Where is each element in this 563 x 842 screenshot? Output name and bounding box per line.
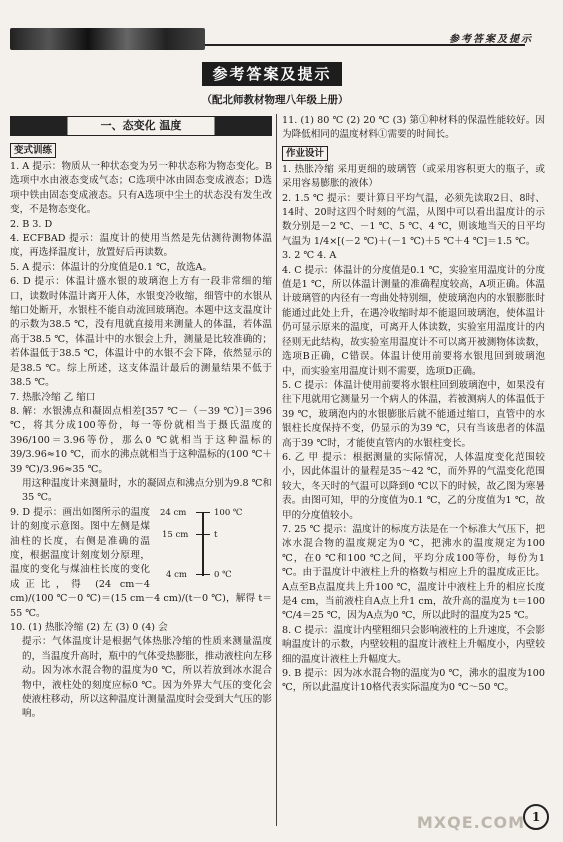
answer-item: 4. C 提示：体温计的分度值是0.1 ℃，实验室用温度计的分度值是1 ℃，所以体温计测量的准确程度较高，A项正确。体温计玻璃管的内径有一弯曲处特别细，使玻璃泡内的水银膨胀时能通过此处上升，在遇冷收缩时却不能退回玻璃泡，使体温计仍可显示原来的温度，可离开人体读数，实验室用温度计的内径则无此结构，故实验室用温度计不可以离开被测物体读数，选项B正确，C错误。体温计使用前要将水银甩回到玻璃泡中，而实验室用温度计则不需要，选项D正确。: [282, 264, 545, 377]
answer-item: 1. 热胀冷缩 采用更细的玻璃管（或采用容积更大的瓶子，或采用容易膨胀的液体）: [282, 163, 545, 190]
header-label: 参考答案及提示: [449, 34, 533, 45]
header-banner-image: [10, 28, 205, 50]
column-divider: [276, 114, 277, 826]
page-subtitle: （配北师教材物理八年级上册）: [201, 94, 349, 106]
page-header: [0, 0, 563, 60]
scale-tick: [196, 534, 210, 535]
page-title: 参考答案及提示: [202, 62, 342, 86]
answer-item: 6. D 提示：体温计盛水银的玻璃泡上方有一段非常细的缩口，读数时体温计离开人体，水银变冷收缩，细管中的水银从缩口处断开，水银柱不能自动流回玻璃泡。本题中这支温度计的示数为38.5 ℃，没有甩就直接用来测量人的体温，若体温高于38.5 ℃，体温计中的水银会上升，测量是比较准确的；若体温低于38.5 ℃，体温计中的水银不会下降，依然显示的是38.5 ℃。综上所述，这支体温计最后的测量结果不低于38.5 ℃。: [10, 276, 272, 389]
section-heading: [10, 116, 272, 136]
answer-item: 7. 热胀冷缩 乙 缩口: [10, 391, 96, 403]
scale-label: 24 cm: [160, 507, 187, 518]
scale-label: 15 cm: [162, 529, 189, 540]
answer-item: 用这种温度计来测量时，水的凝固点和沸点分别为9.8 ℃和35 ℃。: [22, 477, 272, 504]
answer-item: 5. C 提示：体温计使用前要将水银柱回到玻璃泡中，如果没有往下甩就用它测量另一个病人的体温，若被测病人的体温低于39 ℃，玻璃泡内的水银膨胀后就不能通过缩口，直管中的水银柱长度保持不变，仍显示的为39 ℃，只有当该患者的体温高于39 ℃时，才能使直管内的水银柱变长。: [282, 379, 545, 449]
page-number: 1: [523, 804, 549, 830]
answer-item: 5. A 提示：体温计的分度值是0.1 ℃，故选A。: [10, 261, 213, 273]
scale-label: t: [214, 529, 218, 540]
answer-item: 9. D 提示：画出如图所示的温度计的刻度示意图。图中左侧是煤油柱的长度，右侧是准确的温度，根据温度计刻度划分原理，温度的变化与煤油柱长度的变化成正比，得 (24 cm－4 cm)/(100 ℃－0 ℃)＝(15 cm－4 cm)/(t－0 ℃)，解得 t＝55 ℃。: [10, 506, 272, 619]
scale-tick: [196, 574, 210, 575]
left-column: [10, 114, 272, 722]
answer-item: 2. B 3. D: [10, 218, 53, 230]
section-tag: 变式训练: [10, 143, 56, 158]
right-column: [282, 114, 545, 696]
answer-item: 4. ECFBAD 提示：温度计的使用当然是先估测待测物体温度，再选择温度计，放置好后再读数。: [10, 233, 272, 259]
answer-item: 提示：气体温度计是根据气体热胀冷缩的性质来测量温度的，当温度升高时，瓶中的气体受热膨胀，推动液柱向左移动。因为冰水混合物的温度为0 ℃，所以若放到冰水混合物中，液柱处的刻度应标0 ℃。因为外界大气压的变化会使液柱移动，所以这种温度计测量温度时会受到大气压的影响。: [22, 636, 272, 720]
answer-item: 2. 1.5 ℃ 提示：要计算日平均气温，必须先读取2日、8时、14时、20时这四个时刻的气温，从图中可以看出温度计的示数分别是－2 ℃、－1 ℃、5 ℃、4 ℃，则该地当天的日平均气温为 1/4×[(－2 ℃)＋(－1 ℃)＋5 ℃＋4 ℃]＝1.5 ℃。: [282, 192, 545, 247]
scale-label: 4 cm: [166, 569, 187, 580]
scale-label: 0 ℃: [214, 569, 232, 580]
section-tag: 作业设计: [282, 146, 328, 161]
scale-axis: [202, 512, 204, 576]
answer-item: 8. C 提示：温度计内壁粗细只会影响液柱的上升速度，不会影响温度计的示数，内壁较粗的温度计液柱上升幅度小，内壁较细的温度计液柱上升幅度大。: [282, 624, 545, 665]
answer-item: 1. A 提示：物质从一种状态变为另一种状态称为物态变化。B选项中水由液态变成气态；C选项中冰由固态变成液态；D选项中铁由固态变成液态。只有A选项中尘土的状态没有发生改变，不是物态变化。: [10, 161, 272, 216]
answer-item: 6. 乙 甲 提示：根据测量的实际情况，人体温度变化范围较小，因此体温计的量程是35～42 ℃，而外界的气温变化范围较大，冬天时的气温可以降到0 ℃以下的时候，故乙图为寒暑表。由图可知，甲的分度值为0.1 ℃，乙的分度值为1 ℃，故甲的分度值较小。: [282, 451, 545, 521]
thermometer-scale-figure: [154, 508, 272, 586]
answer-item: 7. 25 ℃ 提示：温度计的标度方法是在一个标准大气压下，把冰水混合物的温度规定为0 ℃，把沸水的温度规定为100 ℃，在0 ℃和100 ℃之间，平均分成100等份，每份为1 ℃。由于温度计中液柱上升的格数与相应上升的温度成正比。A点至B点温度共上升100 ℃，温度计中液柱上升的相应长度是4 cm，当前液柱自A点上升1 cm，故升高的温度为 t＝100 ℃/4＝25 ℃，因为A点为0 ℃，所以此时的温度为25 ℃。: [282, 523, 545, 622]
watermark: MXQE.COM: [416, 813, 525, 832]
answer-item: 10. (1) 热胀冷缩 (2) 左 (3) 0 (4) 会: [10, 622, 168, 633]
answer-item: 9. B 提示：因为冰水混合物的温度为0 ℃，沸水的温度为100 ℃，所以此温度计10格代表实际温度为0 ℃～50 ℃。: [282, 668, 545, 694]
answer-item: 3. 2 ℃ 4. A: [282, 250, 337, 262]
scale-tick: [196, 512, 210, 513]
answer-item: 11. (1) 80 ℃ (2) 20 ℃ (3) 第①种材料的保温性能较好。因为降低相同的温度材料①需要的时间长。: [282, 115, 545, 141]
section-title: 一、态变化 温度: [100, 119, 182, 132]
answer-item: 8. 解：水银沸点和凝固点相差[357 ℃－（－39 ℃）]＝396 ℃，将其分成100等份，每一等份就相当于摄氏温度的396/100＝3.96等份，那么0 ℃就相当于这种温标的39/3.96≈10 ℃，而水的沸点就相当于这种温标的(100 ℃＋39 ℃)/3.96≈35 ℃。: [10, 405, 272, 475]
scale-label: 100 ℃: [214, 507, 243, 518]
